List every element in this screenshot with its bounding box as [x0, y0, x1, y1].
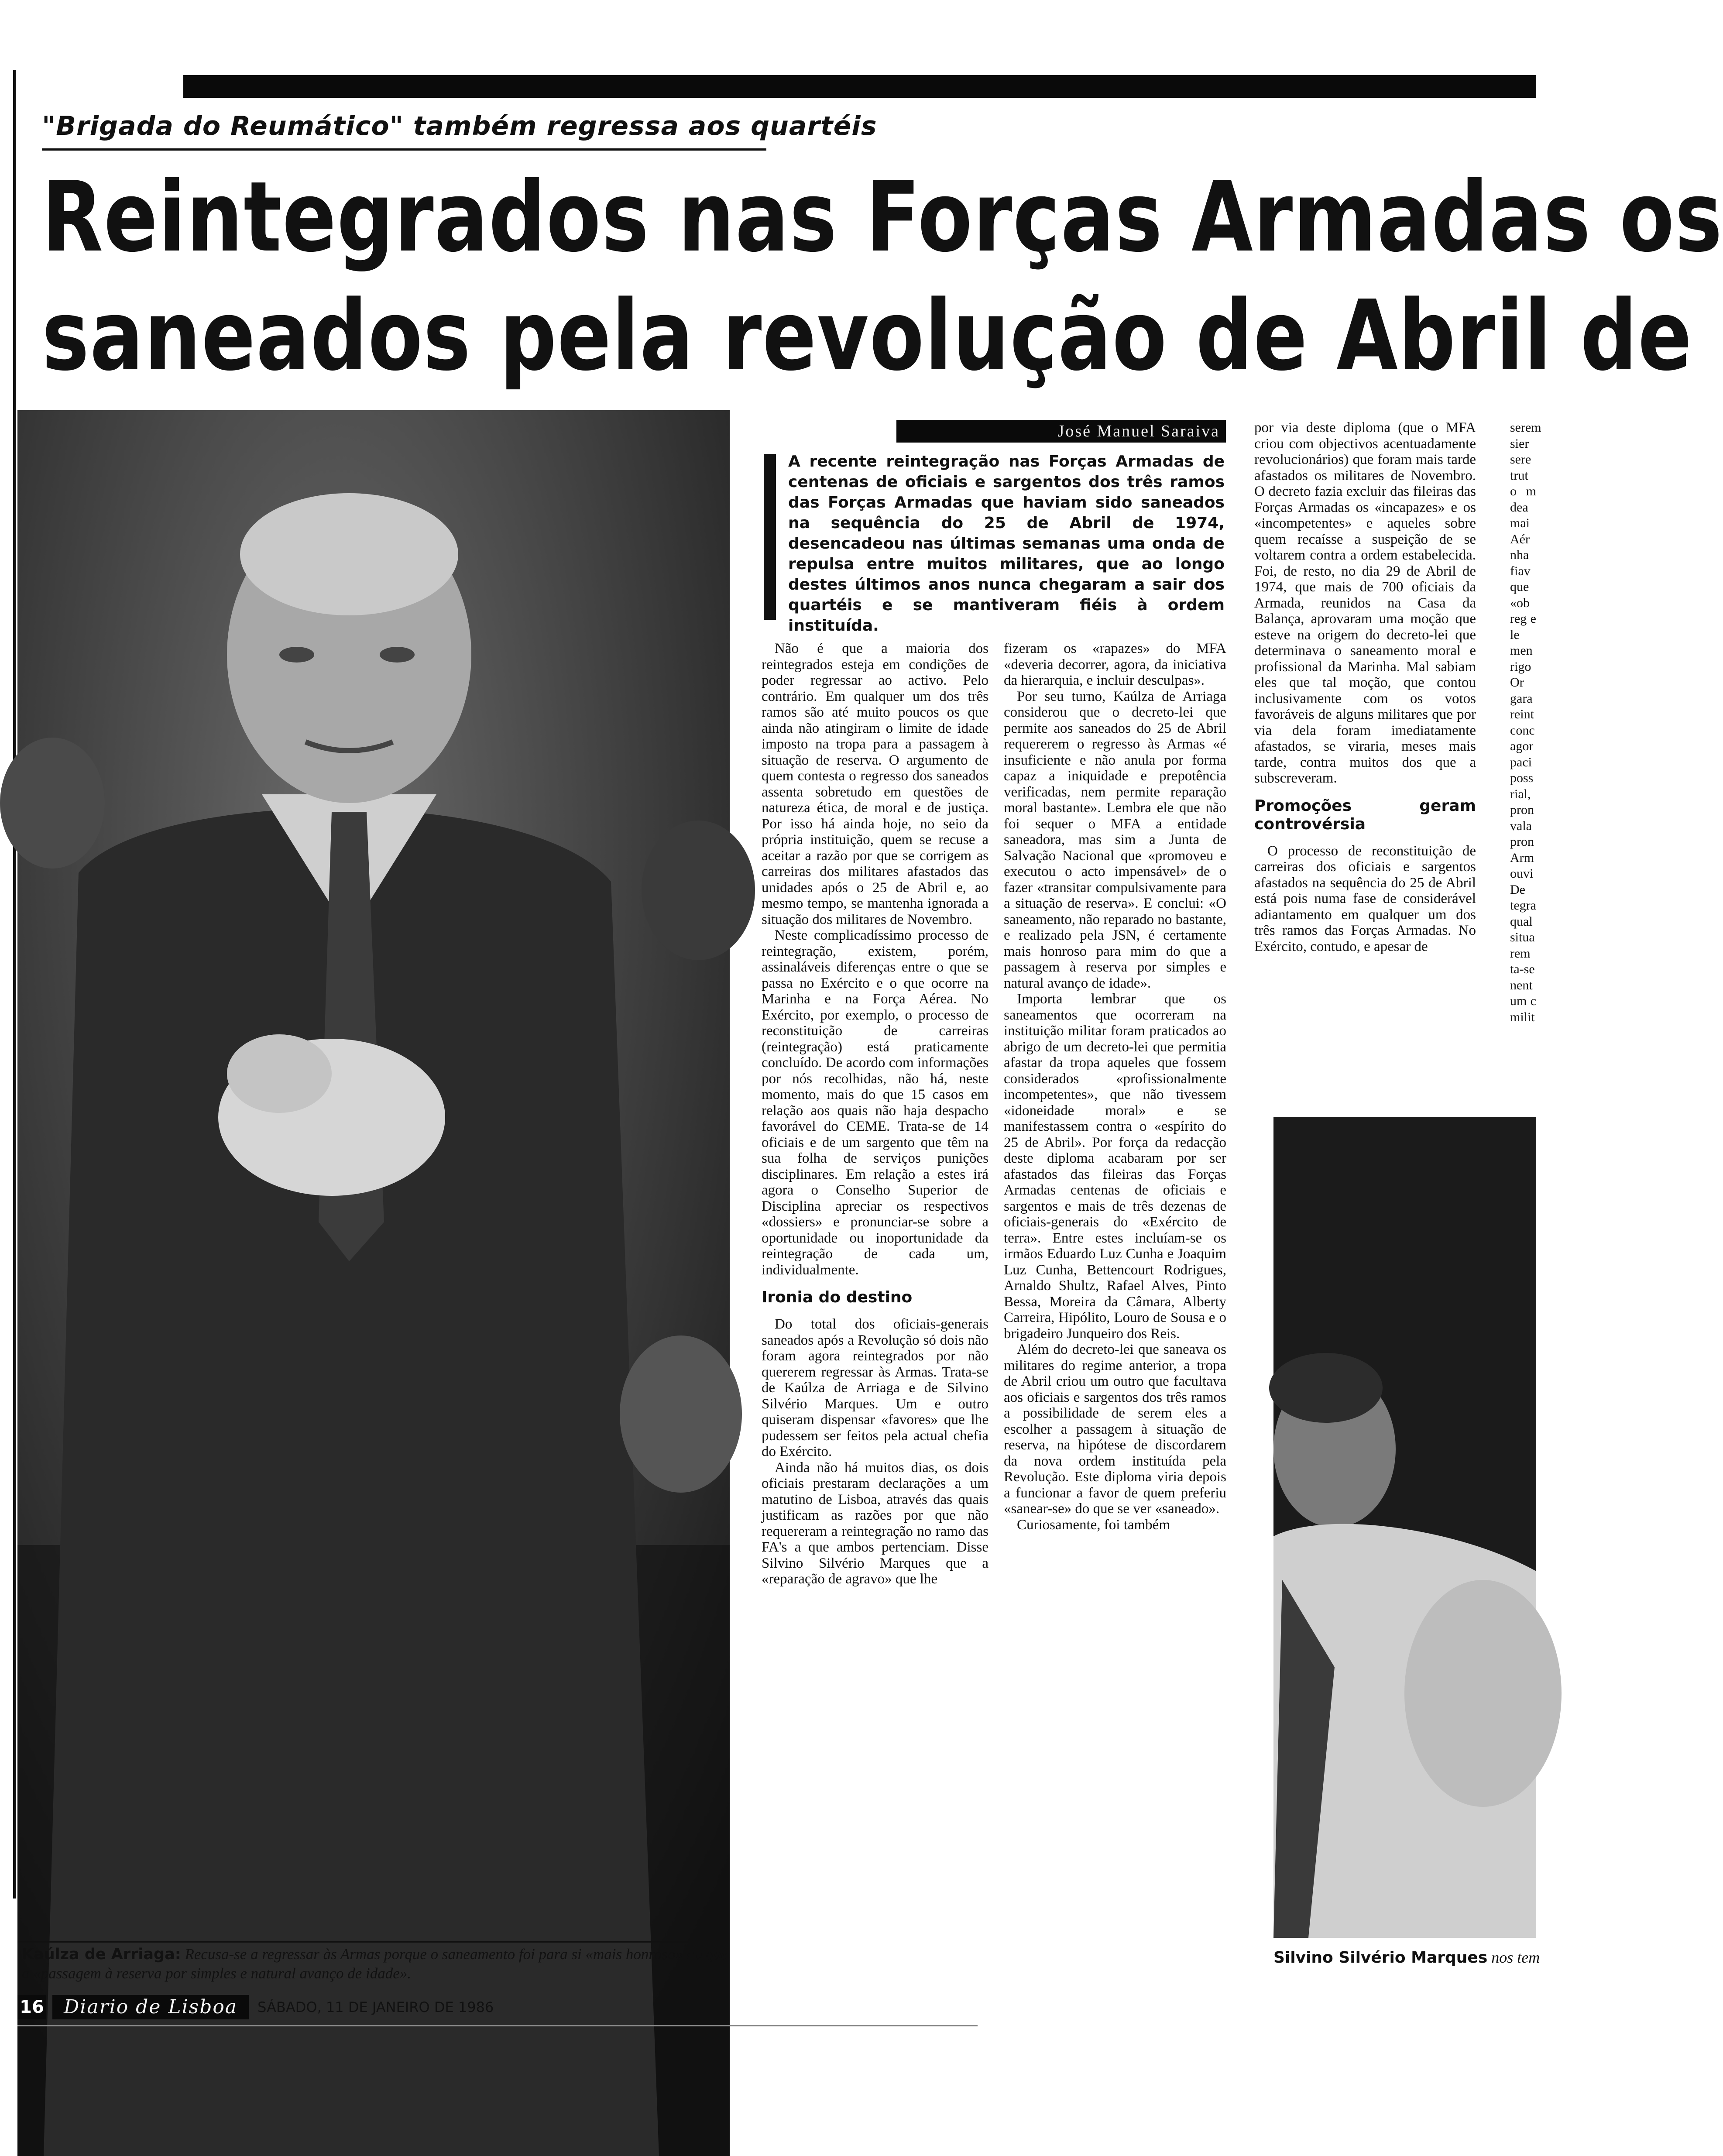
caption-rule: [17, 1941, 730, 1943]
headline-line-1: Reintegrados nas Forças Armadas os: [42, 161, 1723, 274]
top-decor-bar: [183, 75, 1536, 98]
col2-paragraph: fizeram os «rapazes» do MFA «deveria decorrer, agora, da iniciativa da hierarquia, e incluir desculpas».: [1004, 641, 1226, 688]
subhead-ironia: Ironia do destino: [762, 1288, 913, 1306]
column-3: [1254, 420, 1476, 954]
photo-kaulza-de-arriaga: [17, 410, 730, 2156]
page-frame-rule: [13, 70, 16, 1899]
photo-silvino-silverio-marques: [1273, 1117, 1536, 1938]
col2-paragraph: Além do decreto-lei que saneava os militares do regime anterior, a tropa de Abril criou um outro que facultava aos oficiais e sargentos dos três ramos a possibilidade de serem eles a escolher a passagem à situação de reserva, na hipótese de discordarem da nova ordem instituída pela Revolução. Este diploma viria depois a funcionar a favor de quem preferiu «sanear-se» do que se ver «saneado».: [1004, 1342, 1226, 1517]
byline: José Manuel Saraiva: [896, 420, 1226, 443]
col3-paragraph: O processo de reconstituição de carreiras dos oficiais e sargentos afastados na sequência do 25 de Abril está pois numa fase de considerável adiantamento em qualquer um dos três ramos das Forças Armadas. No Exército, contudo, e apesar de: [1254, 843, 1476, 954]
col2-paragraph: Curiosamente, foi também: [1017, 1517, 1170, 1533]
col1-paragraph: Não é que a maioria dos reintegrados esteja em condições de poder regressar ao activo. Pelo contrário. Em qualquer um dos três ramos são até muito poucos os que ainda não atingiram o limite de idade imposto na tropa para a passagem à situação de reserva. O argumento de quem contesta o regresso dos saneados assenta sobretudo em questões de natureza ética, de moral e de justiça. Por isso há ainda hoje, no seio da própria instituição, quem se recuse a aceitar a razão por que se corrigem as carreiras dos militares afastados das unidades após o 25 de Abril e, ao mesmo tempo, se mantenha ignorada a situação dos militares de Novembro.: [762, 641, 988, 927]
kicker: "Brigada do Reumático" também regressa aos quartéis: [42, 111, 877, 141]
col1-paragraph: Do total dos oficiais-generais saneados após a Revolução só dois não foram agora reintegrados por não quererem regressar às Armas. Trata-se de Kaúlza de Arriaga e de Silvino Silvério Marques. Um e outro quiseram dispensar «favores» que lhe pudessem ser feitos pela actual chefia do Exército.: [762, 1316, 988, 1459]
kicker-rule: [42, 148, 766, 151]
issue-date: SÁBADO, 11 DE JANEIRO DE 1986: [257, 1999, 494, 2015]
column-2: [1004, 641, 1226, 1533]
subhead-promocoes: Promoções geram controvérsia: [1254, 796, 1476, 833]
headline-line-2: saneados pela revolução de Abril de: [42, 280, 1693, 392]
headline: [42, 158, 1723, 395]
page-number: 16: [17, 1995, 46, 2019]
masthead-logo: Diario de Lisboa: [52, 1995, 249, 2019]
col2-paragraph: Por seu turno, Kaúlza de Arriaga considerou que o decreto-lei que permite aos saneados do 25 de Abril requererem o regresso às Armas «é insuficiente e não anula por forma capaz a iniquidade e prepotência verificadas, nem permite reparação moral bastante». Lembra ele que não foi sequer o MFA a entidade saneadora, mas sim a Junta de Salvação Nacional que «promoveu e executou o acto impensável» de o fazer «transitar compulsivamente para a situação de reserva». E conclui: «O saneamento, não reparado no bastante, e realizado pela JSN, é certamente mais honroso para mim do que a passagem à reserva por simples e natural avanço de idade».: [1004, 688, 1226, 991]
col3-paragraph: por via deste diploma (que o MFA criou com objectivos acentuadamente revolucionários) que foram mais tarde afastados os militares de Novembro. O decreto fazia excluir das fileiras das Forças Armadas os «incapazes» e os «incompetentes» e aqueles sobre quem recaísse a suspeição de se voltarem contra a ordem estabelecida. Foi, de resto, no dia 29 de Abril de 1974, que mais de 700 oficiais da Armada, reunidos na Casa da Balança, aprovaram uma moção que esteve na origem do decreto-lei que determinava o saneamento moral e profissional da Marinha. Mal sabiam eles que tal moção, que contou inclusivamente com os votos favoráveis de alguns militares que por via dela foram imediatamente afastados, se viraria, meses mais tarde, contra muitos dos que a subscreveram.: [1254, 420, 1476, 786]
col2-paragraph: Importa lembrar que os saneamentos que ocorreram na instituição militar foram praticados ao abrigo de um decreto-lei que permitia afastar da tropa aqueles que fossem considerados «profissionalmente incompetentes», que não tivessem «idoneidade moral» e se manifestassem contra o «espírito do 25 de Abril». Por força da redacção deste diploma acabaram por ser afastados das fileiras das Forças Armadas centenas de oficiais e sargentos e mais de três dezenas de oficiais-generais do «Exército de terra». Entre estes incluíam-se os irmãos Eduardo Luz Cunha e Joaquim Luz Cunha, Bettencourt Rodrigues, Arnaldo Shultz, Rafael Alves, Pinto Bessa, Moreira da Câmara, Alberty Carreira, Hipólito, Louro de Sousa e o brigadeiro Junqueiro dos Reis.: [1004, 991, 1226, 1342]
column-1: [762, 641, 988, 1587]
footer-rule: [17, 2025, 978, 2026]
right-caption: [1273, 1948, 1540, 1967]
lead-initial-bar: [764, 454, 776, 620]
main-caption: [22, 1945, 729, 1983]
col1-paragraph: Neste complicadíssimo processo de reintegração, existem, porém, assinaláveis diferenças entre o que se passa no Exército e o que ocorre na Marinha e na Força Aérea. No Exército, por exemplo, o processo de reconstituição de carreiras (reintegração) está praticamente concluído. De acordo com informações por nós recolhidas, não há, neste momento, mais do que 15 casos em relação aos quais não haja despacho favorável do CEME. Trata-se de 14 oficiais e de um sargento que têm na sua folha de serviços punições disciplinares. Em relação a estes irá agora o Conselho Superior de Disciplina apreciar os respectivos «dossiers» e pronunciar-se sobre a oportunidade ou inoportunidade da reintegração de cada um, individualmente.: [762, 927, 988, 1278]
caption-text: Recusa-se a regressar às Armas porque o saneamento foi para si «mais honroso» do que a «passagem à reserva por simples e natural avanço de idade».: [22, 1946, 728, 1982]
caption-name: Kaúlza de Arriaga:: [22, 1946, 181, 1963]
page-footer: [17, 1995, 494, 2020]
right-caption-text: nos tem: [1491, 1949, 1540, 1966]
lead-paragraph: A recente reintegração nas Forças Armadas de centenas de oficiais e sargentos dos três ramos das Forças Armadas que haviam sido saneados na sequência do 25 de Abril de 1974, desencadeou nas últimas semanas uma onda de repulsa entre muitos militares, que ao longo destes últimos anos nunca chegaram a sair dos quartéis e se mantiveram fiéis à ordem instituída.: [788, 453, 1225, 635]
right-caption-name: Silvino Silvério Marques: [1273, 1949, 1488, 1967]
col1-paragraph: Ainda não há muitos dias, os dois oficiais prestaram declarações a um matutino de Lisboa, através das quais justificam as razões por que não requereram a reintegração no ramo das FA's a que ambos pertenciam. Disse Silvino Silvério Marques que a «reparação de agravo» que lhe: [762, 1459, 988, 1587]
column-4-cut: serem sier sere trut o m dea mai Aér nha fiav que «ob reg e le men rigo Or gara reint conc agor paci poss rial, pron vala pron Arm ouvi De tegra qual situa rem ta-se nent um c milit: [1510, 420, 1541, 1024]
